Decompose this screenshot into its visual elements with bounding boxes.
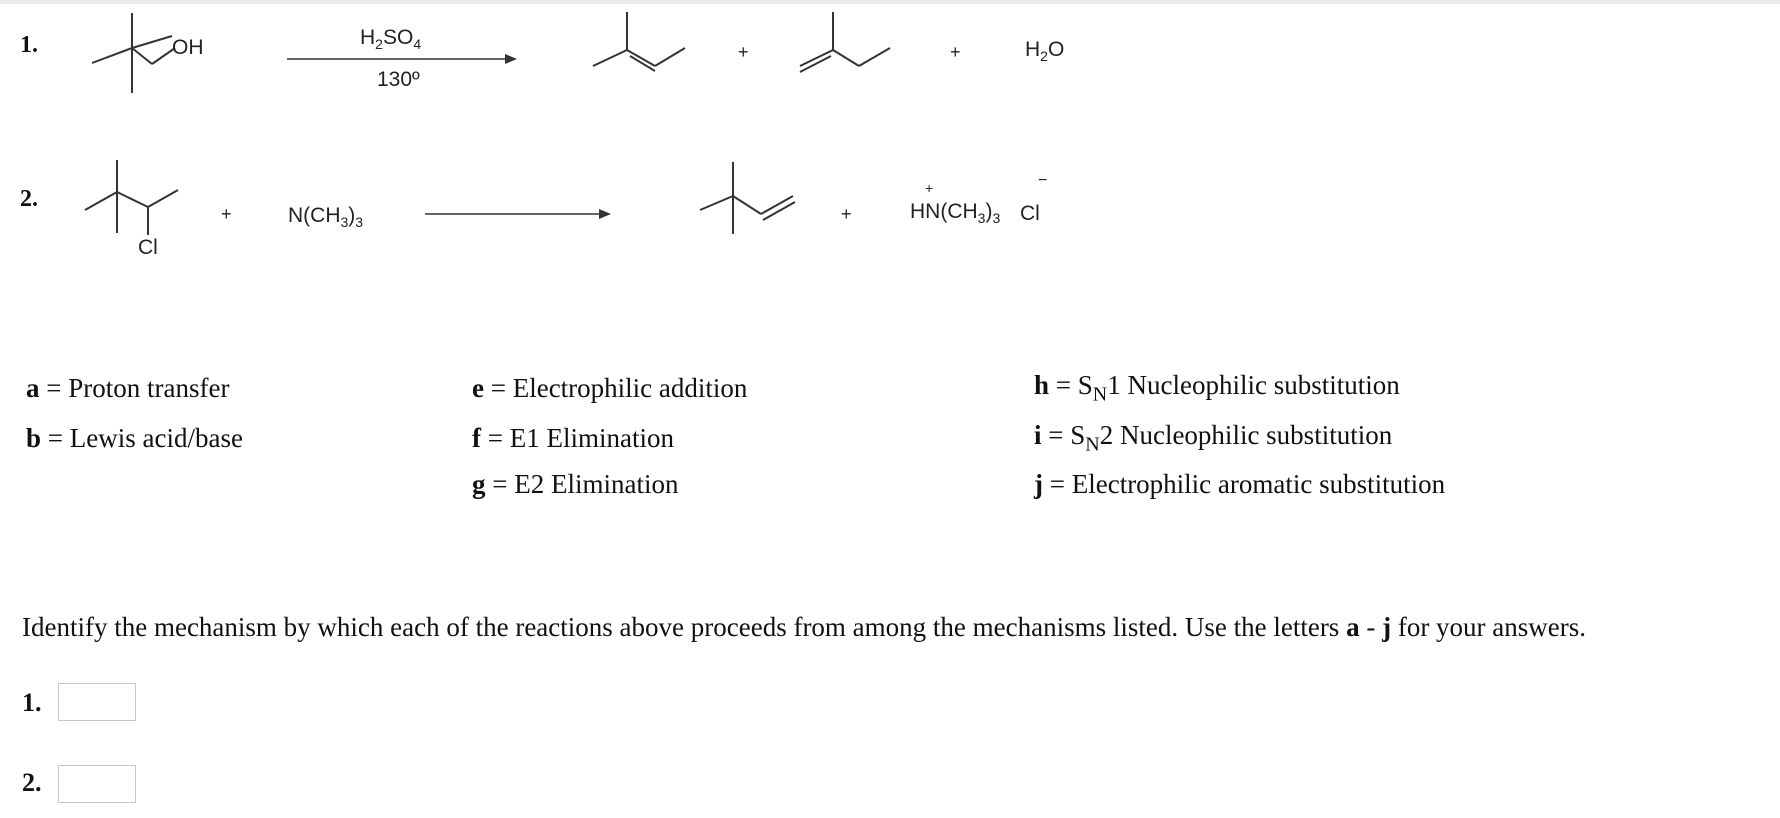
reaction-1-water: $H_2O$ [1025, 38, 1065, 65]
mechanism-i: $i = S_N2$ Nucleophilic substitution [1034, 420, 1393, 456]
reaction-2-chloro-label: Cl [138, 236, 158, 259]
top-divider [0, 0, 1780, 4]
reaction-2-reactant-structure [80, 155, 190, 245]
mechanism-e: e = Electrophilic addition [472, 373, 748, 403]
reaction-2-plus-2: + [841, 204, 852, 224]
answer-2-input[interactable] [58, 765, 136, 803]
reaction-1-number: 1. [20, 32, 38, 58]
mechanism-j: j = Electrophilic aromatic substitution [1034, 469, 1446, 499]
mechanism-b: b = Lewis acid/base [26, 423, 243, 453]
mechanism-h: $h = S_N1$ Nucleophilic substitution [1034, 370, 1400, 406]
mechanism-g: g = E2 Elimination [472, 469, 679, 499]
reaction-1-product-a-structure [585, 8, 695, 73]
answer-2-label: 2. [22, 768, 42, 797]
reaction-2-number: 2. [20, 186, 38, 212]
reaction-2-arrow [423, 207, 618, 221]
reaction-1-plus-1: + [738, 42, 749, 62]
reaction-2-ammonium-charge: + [925, 180, 934, 196]
reaction-2-plus-1: + [221, 204, 232, 224]
reaction-2-chloride-charge: − [1038, 172, 1048, 189]
answer-1-input[interactable] [58, 683, 136, 721]
question-text: Identify the mechanism by which each of the reactions above proceeds from among the mechanisms listed. Use the letters a - j for your answers. [22, 612, 1587, 642]
reaction-1-hydroxyl-label: OH [172, 36, 204, 59]
reaction-1-plus-2: + [950, 42, 961, 62]
mechanism-a: a = Proton transfer [26, 373, 230, 403]
reaction-1-product-b-structure [795, 8, 905, 73]
reaction-2-chloride: Cl [1020, 202, 1040, 225]
reaction-1-reagent-h2so4: $H_2SO_4$ [360, 26, 422, 53]
reaction-1-arrow [285, 52, 520, 66]
answer-1-label: 1. [22, 688, 42, 717]
reaction-1-temperature: 130º [377, 68, 420, 91]
reaction-2-ammonium: $HN(CH_3)_3$ [910, 200, 1001, 227]
reaction-2-product-alkene-structure [695, 158, 805, 238]
reaction-2-trimethylamine: $N(CH_3)_3$ [288, 204, 364, 231]
mechanism-f: f = E1 Elimination [472, 423, 674, 453]
